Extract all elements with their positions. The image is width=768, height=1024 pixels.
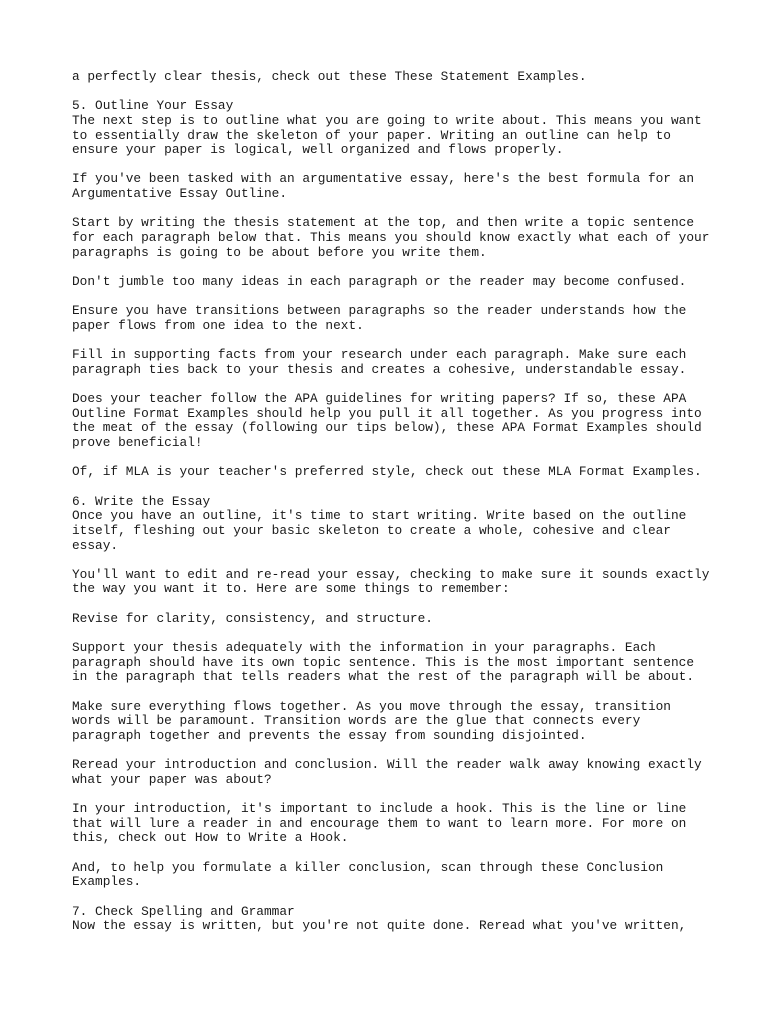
text-line: paragraphs is going to be about before you write them. bbox=[72, 244, 487, 260]
text-line: Support your thesis adequately with the information in your paragraphs. Each bbox=[72, 639, 656, 655]
text-line: paper flows from one idea to the next. bbox=[72, 317, 364, 333]
text-line: paragraph ties back to your thesis and creates a cohesive, understandable essay. bbox=[72, 361, 687, 377]
blank-line bbox=[72, 685, 712, 700]
text-line: the meat of the essay (following our tips below), these APA Format Examples should bbox=[72, 420, 702, 436]
text-line: Revise for clarity, consistency, and structure. bbox=[72, 610, 433, 626]
blank-line bbox=[72, 260, 712, 275]
blank-line bbox=[72, 890, 712, 905]
text-line: Don't jumble too many ideas in each paragraph or the reader may become confused. bbox=[72, 273, 687, 289]
blank-line bbox=[72, 451, 712, 466]
blank-line bbox=[72, 743, 712, 758]
text-line: Does your teacher follow the APA guidelines for writing papers? If so, these APA bbox=[72, 391, 687, 407]
text-line: Now the essay is written, but you're not quite done. Reread what you've written, bbox=[72, 918, 687, 934]
blank-line bbox=[72, 480, 712, 495]
blank-line bbox=[72, 626, 712, 641]
blank-line bbox=[72, 290, 712, 305]
text-line: Examples. bbox=[72, 874, 142, 890]
text-line: Make sure everything flows together. As you move through the essay, transition bbox=[72, 698, 671, 714]
text-line: Once you have an outline, it's time to start writing. Write based on the outline bbox=[72, 508, 687, 524]
text-line: If you've been tasked with an argumentative essay, here's the best formula for an bbox=[72, 171, 695, 187]
blank-line bbox=[72, 787, 712, 802]
blank-line bbox=[72, 846, 712, 861]
text-line: 5. Outline Your Essay bbox=[72, 98, 234, 114]
blank-line bbox=[72, 85, 712, 100]
text-line: that will lure a reader in and encourage them to want to learn more. For more on bbox=[72, 815, 687, 831]
text-line: in the paragraph that tells readers what the rest of the paragraph will be about. bbox=[72, 669, 695, 685]
text-line: Outline Format Examples should help you pull it all together. As you progress into bbox=[72, 405, 702, 421]
blank-line bbox=[72, 202, 712, 217]
text-line: 6. Write the Essay bbox=[72, 493, 211, 509]
text-line: Ensure you have transitions between paragraphs so the reader understands how the bbox=[72, 303, 687, 319]
text-line: paragraph together and prevents the essay from sounding disjointed. bbox=[72, 727, 587, 743]
text-line: for each paragraph below that. This means you should know exactly what each of your bbox=[72, 230, 710, 246]
text-line: words will be paramount. Transition words are the glue that connects every bbox=[72, 713, 641, 729]
text-line: this, check out How to Write a Hook. bbox=[72, 830, 349, 846]
blank-line bbox=[72, 553, 712, 568]
document-body bbox=[72, 70, 712, 934]
blank-line bbox=[72, 334, 712, 349]
text-line: prove beneficial! bbox=[72, 435, 203, 451]
text-line: You'll want to edit and re-read your essay, checking to make sure it sounds exactly bbox=[72, 566, 710, 582]
text-line: Of, if MLA is your teacher's preferred style, check out these MLA Format Examples. bbox=[72, 464, 702, 480]
text-line: Argumentative Essay Outline. bbox=[72, 186, 288, 202]
text-line: itself, fleshing out your basic skeleton to create a whole, cohesive and clear bbox=[72, 522, 671, 538]
text-line: Fill in supporting facts from your research under each paragraph. Make sure each bbox=[72, 347, 687, 363]
text-line: The next step is to outline what you are going to write about. This means you want bbox=[72, 112, 702, 128]
text-line: the way you want it to. Here are some things to remember: bbox=[72, 581, 510, 597]
text-line: a perfectly clear thesis, check out these These Statement Examples. bbox=[72, 69, 587, 84]
blank-line bbox=[72, 377, 712, 392]
text-line: 7. Check Spelling and Grammar bbox=[72, 903, 295, 919]
text-line: what your paper was about? bbox=[72, 771, 272, 787]
text-line: paragraph should have its own topic sentence. This is the most important sentence bbox=[72, 654, 695, 670]
text-line: Reread your introduction and conclusion. Will the reader walk away knowing exactly bbox=[72, 757, 702, 773]
text-line: Start by writing the thesis statement at the top, and then write a topic sentence bbox=[72, 215, 695, 231]
text-line: essay. bbox=[72, 537, 119, 553]
text-line: And, to help you formulate a killer conclusion, scan through these Conclusion bbox=[72, 859, 664, 875]
blank-line bbox=[72, 597, 712, 612]
text-line: to essentially draw the skeleton of your paper. Writing an outline can help to bbox=[72, 127, 671, 143]
text-line: ensure your paper is logical, well organized and flows properly. bbox=[72, 142, 564, 158]
text-line: In your introduction, it's important to include a hook. This is the line or line bbox=[72, 801, 687, 817]
blank-line bbox=[72, 158, 712, 173]
